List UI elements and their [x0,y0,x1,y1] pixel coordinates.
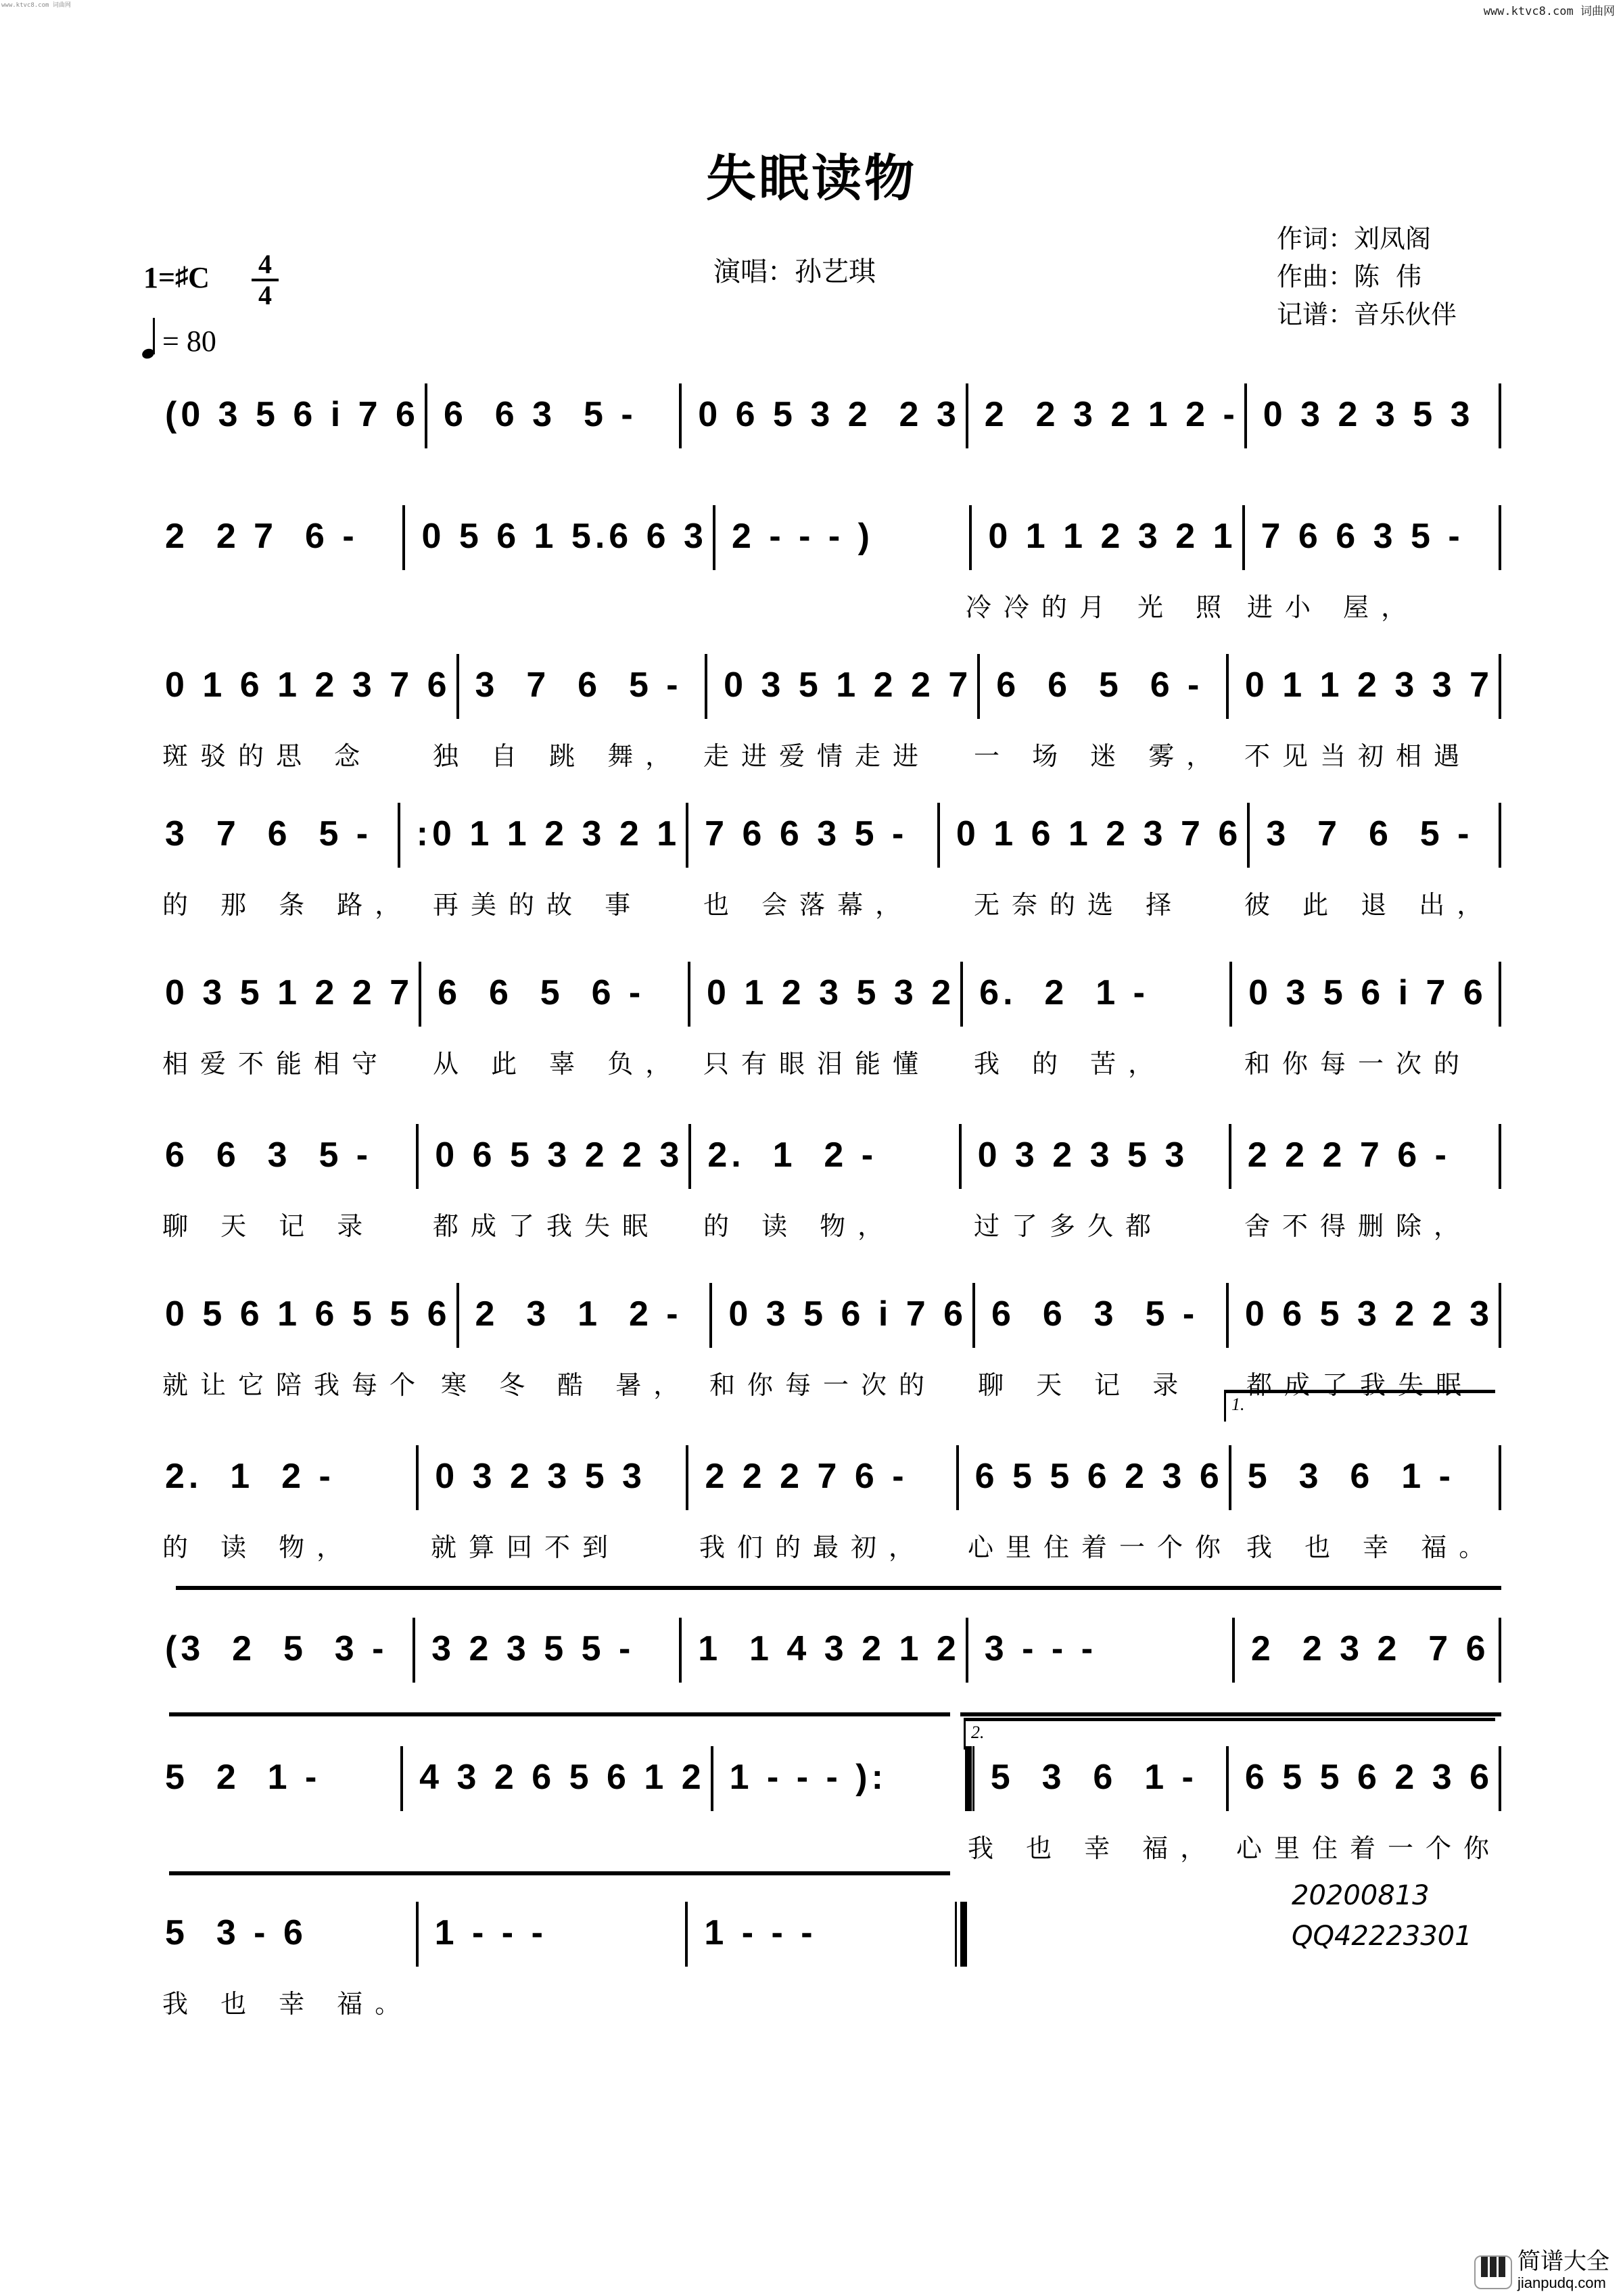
lyric-segment [149,586,417,627]
tempo-marking [142,318,216,358]
measure: 5 2 1 - [165,1758,321,1797]
watermark-top-right: www.ktvc8.com 词曲网 [1483,5,1615,18]
score-system [149,646,1501,776]
measure: 0 1 6 1 2 3 7 6 [956,814,1242,853]
barline [1499,505,1501,570]
measure: 2. 1 2 - [165,1457,335,1496]
measure: 6 6 5 6 - [438,973,645,1012]
volta-extension-line [176,1586,1501,1590]
barline [1499,1618,1501,1683]
measure: 0 3 5 1 2 2 7 [165,973,414,1012]
lyric-segment: 一 场 迷 雾， [974,741,1225,771]
lyric-segment: 斑驳的思 念 [162,741,373,771]
measure: 0 1 6 1 2 3 7 6 [165,665,451,705]
lyric-segment: 只有眼泪能懂 [703,1049,931,1079]
measure: 5 3 6 1 - [1247,1457,1455,1496]
measure: 2 2 3 2 1 2 - [984,395,1239,434]
lyric-segment: 都成了我失眠 [1246,1370,1474,1400]
measure: 2 2 7 6 - [165,517,358,556]
lyric-segment [690,1699,960,1739]
score-system [149,1723,1502,1868]
measure: 0 3 5 1 2 2 7 [724,665,972,705]
lyric-segment [421,1983,694,2023]
measure: 5 3 6 1 - [990,1758,1198,1797]
measure: 6 6 3 5 - [443,395,637,434]
lyric-segment [417,586,684,627]
measure: 0 1 1 2 3 3 7 [1244,665,1493,705]
lyrics-row [149,1526,1501,1567]
measure: 0 1 1 2 3 2 1 [988,517,1237,556]
barline [965,1746,974,1811]
measure: 0 3 2 3 5 3 [977,1135,1189,1175]
barline [1499,383,1501,448]
measure: 0 5 6 1 5.6 6 3 [421,517,707,556]
piano-keys-icon [1474,2255,1512,2289]
score-system [149,1395,1501,1567]
watermark-top-left: www.ktvc8.com 词曲网 [1,2,71,9]
staff-line [149,1894,967,1968]
score-system [149,1275,1501,1405]
measure: 6. 2 1 - [979,973,1149,1012]
lyric-segment: 聊 天 记 录 [978,1370,1191,1400]
measure: 6 5 5 6 2 3 6 [1244,1758,1493,1797]
measure: 0 6 5 3 2 2 3 [435,1135,684,1175]
measure: 2 3 1 2 - [475,1294,682,1334]
measure: 7 6 6 3 5 - [1261,517,1464,556]
measure: 0 1 2 3 5 3 2 [707,973,956,1012]
staff-line [149,1116,1501,1190]
barline [1499,1124,1501,1189]
lyric-segment: 寒 冬 酷 暑， [441,1370,692,1400]
singer-credit: 演唱：孙艺琪 [713,256,876,287]
measure: (0 3 5 6 i 7 6 [165,395,419,434]
lyrics-row [149,586,1501,627]
volta-extension-line [960,1712,1501,1716]
lyric-segment: 无奈的选 择 [974,890,1184,920]
lyric-segment: 舍不得删除， [1244,1211,1472,1241]
measure: 1 1 4 3 2 1 2 [698,1629,960,1668]
lyrics-row [149,1205,1501,1246]
measure: :0 1 1 2 3 2 1 [416,814,681,853]
measure: 6 6 5 6 - [996,665,1204,705]
lyric-segment: 我 也 幸 福， [968,1833,1219,1863]
measure: 2. 1 2 - [707,1135,878,1175]
staff-line [149,375,1501,450]
time-signature [252,249,279,310]
lyricist-credit: 作词：刘凤阁 [1277,224,1432,254]
date-stamp: 20200813 [1292,1880,1430,1911]
lyric-segment: 也 会落幕， [703,890,914,920]
lyric-segment: 我们的最初， [699,1532,927,1562]
measure: 0 3 2 3 5 3 [1263,395,1474,434]
measure: 6 6 3 5 - [991,1294,1199,1334]
staff-line [149,646,1501,720]
lyric-segment: 进小 屋， [1247,592,1419,622]
measure: 6 6 3 5 - [165,1135,373,1175]
barline [1499,1445,1501,1510]
lyric-segment: 彼 此 退 出， [1244,890,1495,920]
volta-extension-line [169,1712,950,1716]
lyric-segment: 心里住着一个你 [968,1532,1233,1562]
final-barline [955,1902,967,1967]
staff-line [149,1275,1501,1349]
measure: 1 - - - [434,1913,547,1952]
key-note: C [188,261,210,294]
staff-line [149,795,1501,869]
lyric-segment: 聊 天 记 录 [162,1211,375,1241]
measure: 1 - - - ): [729,1758,887,1797]
barline [1499,1746,1501,1811]
measure: 0 6 5 3 2 2 3 [698,395,960,434]
measure: 0 5 6 1 6 5 5 6 [165,1294,451,1334]
time-sig-bottom: 4 [258,280,272,310]
measure: 0 6 5 3 2 2 3 [1244,1294,1493,1334]
barline [1499,1283,1501,1348]
lyric-segment: 和你每一次的 [709,1370,937,1400]
lyric-segment [686,1827,954,1868]
measure: 5 3 - 6 [165,1913,307,1952]
volta-bracket: 1. [1224,1390,1495,1422]
measure: 6 5 5 6 2 3 6 [974,1457,1223,1496]
score-system [149,1894,1501,2023]
score-system [149,954,1501,1083]
score-system [149,1116,1501,1246]
key-prefix: 1= [143,261,176,294]
lyric-segment: 就让它陪我每个 [162,1370,428,1400]
lyrics-row [149,735,1501,776]
measure: 2 2 3 2 7 6 [1250,1629,1490,1668]
lyric-segment: 冷冷的月 光 照 [965,592,1234,622]
lyrics-row [149,1827,1501,1868]
site-logo [1474,2251,1609,2294]
lyric-segment: 和你每一次的 [1244,1049,1472,1079]
measure: 2 2 2 7 6 - [705,1457,908,1496]
time-sig-top: 4 [258,249,272,279]
lyric-segment: 我 也 幸 福。 [1246,1532,1497,1562]
lyric-segment: 都成了我失眠 [433,1211,661,1241]
lyric-segment: 的 读 物， [703,1211,896,1241]
lyric-segment: 不见当初相遇 [1244,741,1472,771]
lyric-segment: 过了多久都 [974,1211,1164,1241]
transcriber-credit: 记谱：音乐伙伴 [1277,300,1457,329]
lyrics-row [149,1983,967,2023]
volta-bracket: 2. [964,1718,1495,1750]
lyric-segment: 我 的 苦， [974,1049,1167,1079]
lyric-segment: 就算回不到 [431,1532,621,1562]
lyric-segment: 相爱不能相守 [162,1049,390,1079]
key-signature [143,260,210,295]
quarter-note-icon [142,318,157,358]
lyric-segment: 我 也 幸 福。 [162,1989,413,2019]
sharp-icon: ♯ [175,262,189,291]
lyric-segment [149,1699,419,1739]
lyric-segment: 从 此 辜 负， [433,1049,684,1079]
lyric-segment [149,1827,417,1868]
measure: 2 2 2 7 6 - [1247,1135,1451,1175]
measure: 0 3 5 6 i 7 6 [728,1294,968,1334]
measure: 3 2 3 5 5 - [431,1629,635,1668]
measure: 7 6 6 3 5 - [705,814,908,853]
measure: 0 3 2 3 5 3 [435,1457,646,1496]
lyric-segment: 的 读 物， [162,1532,355,1562]
song-title: 失眠读物 [706,149,917,208]
lyric-segment: 独 自 跳 舞， [433,741,684,771]
lyric-segment [417,1827,686,1868]
lyric-segment: 心里住着一个你 [1236,1833,1502,1863]
measure: 3 7 6 5 - [165,814,373,853]
lyric-segment: 再美的故 事 [433,890,643,920]
measure: 4 3 2 6 5 6 1 2 [419,1758,705,1797]
measure: (3 2 5 3 - [165,1629,388,1668]
logo-name: 简谱大全 [1518,2249,1609,2274]
score-system [149,795,1501,924]
barline [1499,962,1501,1027]
staff-line [149,954,1501,1028]
lyric-segment [695,1983,967,2023]
measure: 1 - - - [704,1913,817,1952]
credits [1277,220,1457,333]
staff-line [149,1610,1501,1684]
score-system [149,375,1501,505]
lyrics-row [149,884,1501,924]
lyric-segment: 的 那 条 路， [162,890,413,920]
volta-extension-line [169,1871,950,1875]
lyrics-row [149,1043,1501,1083]
barline [1499,654,1501,719]
measure: 3 7 6 5 - [1266,814,1474,853]
barline [1499,803,1501,868]
qq-stamp: QQ42223301 [1292,1921,1472,1952]
measure: 3 - - - [984,1629,1098,1668]
score-system [149,497,1501,627]
logo-url: jianpudq.com [1518,2274,1606,2291]
measure: 2 - - - ) [731,517,874,556]
tempo-value: = 80 [162,325,216,358]
lyric-segment [419,1699,690,1739]
staff-line [149,497,1501,571]
measure: 3 7 6 5 - [475,665,682,705]
lyric-segment [684,586,952,627]
composer-credit: 作曲：陈 伟 [1277,262,1422,291]
lyric-segment: 走进爱情走进 [703,741,931,771]
measure: 0 3 5 6 i 7 6 [1248,973,1487,1012]
staff-line [149,1437,1501,1512]
